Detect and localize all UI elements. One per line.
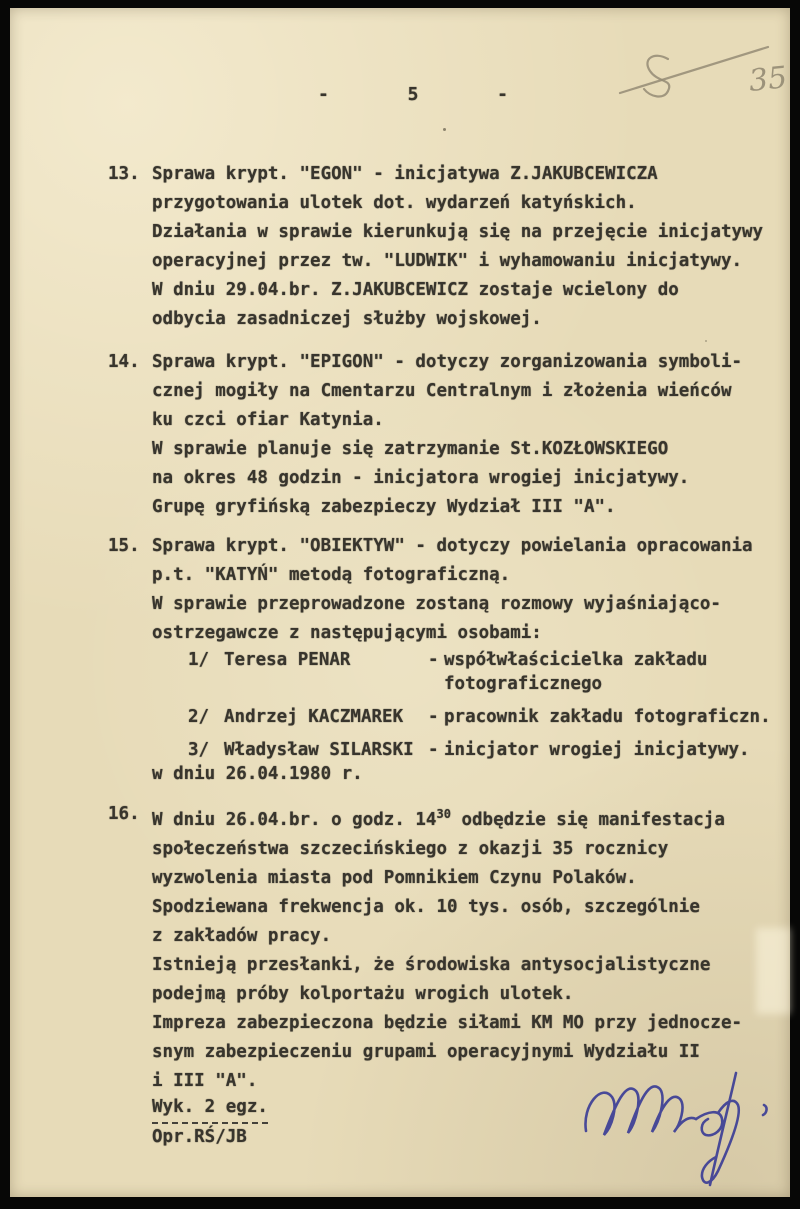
section-14: [108, 348, 798, 522]
text-line: Impreza zabezpieczona będzie siłami KM MO przy jednocze-: [152, 1013, 743, 1033]
text-fragment: odbędzie się manifestacja: [450, 810, 725, 830]
person-description: pracownik zakładu fotograficzn.: [444, 707, 771, 727]
text-line: [152, 800, 798, 835]
dash-separator: -: [428, 740, 439, 760]
text-line: W sprawie przeprowadzone zostaną rozmowy wyjaśniająco-: [152, 594, 721, 614]
text-line: odbycia zasadniczej służby wojskowej.: [152, 309, 542, 329]
paper-speck: [443, 128, 446, 131]
text-line: cznej mogiły na Cmentarzu Centralnym i złożenia wieńców: [152, 381, 732, 401]
section-16: [108, 800, 798, 1096]
text-line: Sprawa krypt. "EGON" - inicjatywa Z.JAKUBCEWICZA: [152, 164, 658, 184]
list-item: [188, 705, 798, 729]
pencil-squiggle: [644, 56, 669, 97]
pencil-annotation-number: 35: [747, 60, 789, 99]
signature-apostrophe: [763, 1105, 767, 1115]
text-fragment: W dniu 26.04.br. o godz. 14: [152, 810, 437, 830]
text-line: z zakładów pracy.: [152, 926, 332, 946]
text-line: na okres 48 godzin - inicjatora wrogiej inicjatywy.: [152, 468, 690, 488]
list-item: [188, 648, 798, 696]
page-number: 5: [407, 84, 419, 105]
person-name: Teresa PENAR: [224, 650, 351, 670]
person-index: 2/: [188, 707, 210, 727]
text-line: Działania w sprawie kierunkują się na przejęcie inicjatywy: [152, 222, 764, 242]
paper-speck: [250, 1023, 252, 1025]
pencil-stroke: [620, 47, 768, 93]
person-index: 1/: [188, 650, 210, 670]
text-line: Grupę gryfińską zabezpieczy Wydział III "A".: [152, 497, 616, 517]
text-line: Sprawa krypt. "OBIEKTYW" - dotyczy powielania opracowania: [152, 536, 753, 556]
text-line: społeczeństwa szczecińskiego z okazji 35 rocznicy: [152, 839, 669, 859]
text-line: Spodziewana frekwencja ok. 10 tys. osób, szczególnie: [152, 897, 700, 917]
section-15: [108, 532, 798, 648]
dash-separator: -: [428, 707, 439, 727]
signature-o-loop: [696, 1112, 722, 1135]
section-15-number: 15.: [108, 536, 140, 556]
person-name: Andrzej KACZMAREK: [224, 707, 404, 727]
text-line: przygotowania ulotek dot. wydarzeń katyńskich.: [152, 193, 637, 213]
text-line: ku czci ofiar Katynia.: [152, 410, 384, 430]
text-line: Sprawa krypt. "EPIGON" - dotyczy zorganizowania symboli-: [152, 352, 743, 372]
text-line: ostrzegawcze z następującymi osobami:: [152, 623, 542, 643]
text-line: Istnieją przesłanki, że środowiska antysocjalistyczne: [152, 955, 711, 975]
person-index: 3/: [188, 740, 210, 760]
page-header-dash-left: -: [318, 84, 329, 105]
section-16-number: 16.: [108, 804, 140, 824]
persons-list: [188, 648, 798, 771]
document-footer: [152, 1094, 268, 1151]
person-name: Władysław SILARSKI: [224, 740, 414, 760]
copies-note: Wyk. 2 egz.: [152, 1094, 268, 1124]
text-line: podejmą próby kolportażu wrogich ulotek.: [152, 984, 574, 1004]
page-header: [318, 84, 508, 105]
text-line: operacyjnej przez tw. "LUDWIK" i wyhamowaniu inicjatywy.: [152, 251, 743, 271]
section-13: [108, 160, 798, 334]
text-line: wyzwolenia miasta pod Pomnikiem Czynu Polaków.: [152, 868, 637, 888]
scan-light-patch: [756, 928, 790, 1014]
list-item: [188, 738, 798, 762]
person-description: współwłaścicielka zakładu: [444, 650, 708, 670]
prepared-by-note: Opr.RŚ/JB: [152, 1127, 247, 1147]
paper-speck: [705, 340, 707, 342]
signature-cross-stroke: [710, 1073, 736, 1185]
text-line: p.t. "KATYŃ" metodą fotograficzną.: [152, 565, 511, 585]
signature-loops: [585, 1086, 696, 1135]
date-note: w dniu 26.04.1980 r.: [152, 764, 363, 784]
section-13-number: 13.: [108, 164, 140, 184]
page-header-dash-right: -: [497, 84, 508, 105]
section-14-number: 14.: [108, 352, 140, 372]
dash-separator: -: [428, 650, 439, 670]
person-description: fotograficznego: [444, 674, 603, 694]
text-line: W dniu 29.04.br. Z.JAKUBCEWICZ zostaje wcielony do: [152, 280, 679, 300]
pencil-annotation-mark: [610, 25, 800, 105]
paper-page: [10, 8, 790, 1197]
text-line: i III "A".: [152, 1071, 258, 1091]
text-line: snym zabezpieczeniu grupami operacyjnymi Wydziału II: [152, 1042, 700, 1062]
text-line: W sprawie planuje się zatrzymanie St.KOZŁOWSKIEGO: [152, 439, 669, 459]
superscript-time: 30: [436, 807, 451, 821]
signature-handwriting: [568, 1053, 788, 1197]
person-description: inicjator wrogiej inicjatywy.: [444, 740, 750, 760]
